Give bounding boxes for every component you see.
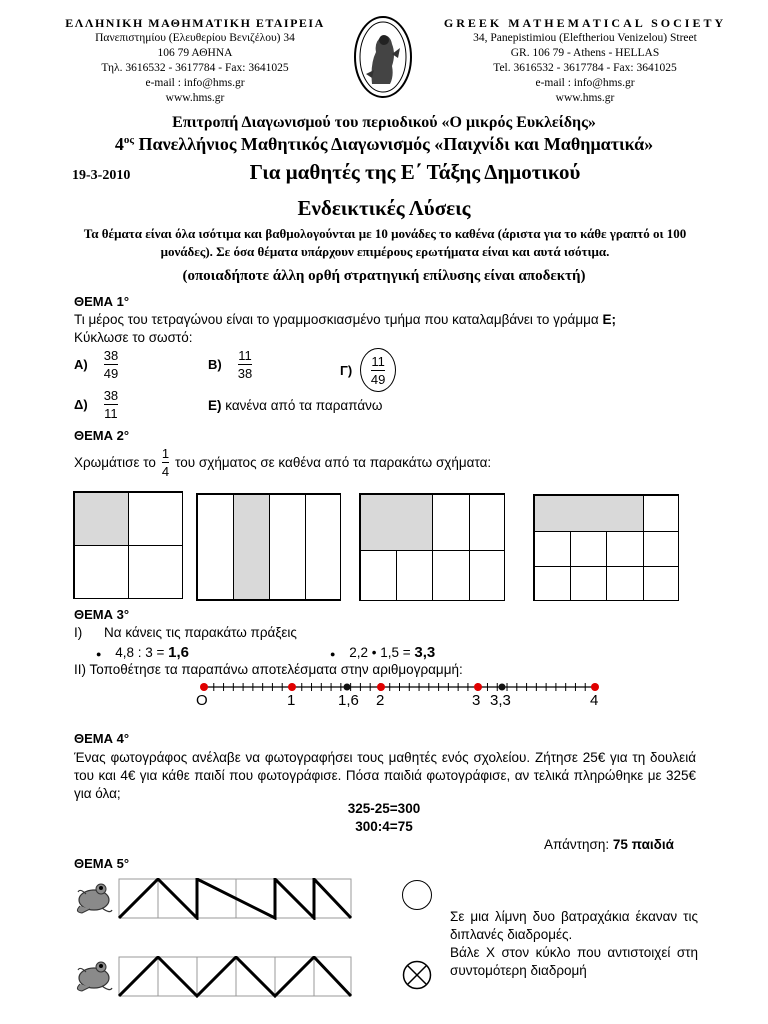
option-c-label: Γ) <box>340 362 353 378</box>
answer-circle-2-marked[interactable] <box>402 960 432 990</box>
point-zero <box>200 683 208 691</box>
option-b-den: 38 <box>237 366 253 381</box>
contest-title <box>0 134 768 155</box>
strategy-note: (οποιαδήποτε άλλη ορθή στρατηγική επίλυσης είναι αποδεκτή) <box>182 268 586 284</box>
grid-cell <box>606 566 644 601</box>
date: 19-3-2010 <box>72 168 131 183</box>
q2-title: ΘΕΜΑ 2° <box>74 428 130 443</box>
grid-cell <box>643 495 679 532</box>
society-name-gr: ΕΛΛΗΝΙΚΗ ΜΑΘΗΜΑΤΙΚΗ ΕΤΑΙΡΕΙΑ <box>65 16 325 30</box>
shape-4-strips <box>196 493 341 601</box>
answer-circle-1[interactable] <box>402 880 432 910</box>
option-a-den: 49 <box>103 366 119 381</box>
frog-path-1 <box>118 878 358 920</box>
q4-answer <box>544 837 674 852</box>
q4-calc2: 300:4=75 <box>355 819 413 834</box>
address-line-2-en: GR. 106 79 - Athens - HELLAS <box>510 47 660 59</box>
option-b-label: Β) <box>208 357 222 372</box>
label-three: 3 <box>472 692 481 709</box>
q5-text-2: Βάλε Χ στον κύκλο που αντιστοιχεί στη συντομότερη διαδρομή <box>450 945 698 978</box>
q4-text: Ένας φωτογράφος ανέλαβε να φωτογραφήσει τους μαθητές ενός σχολείου. Ζήτησε 25€ για τη δουλειά του και 4€ για κάθε παιδί που φωτογράφισε. Πόσα παιδιά φωτογράφισε, αν τελικά πληρώθηκε με 325€ για όλα; <box>74 750 696 801</box>
frog-icon <box>72 878 114 916</box>
q3-title: ΘΕΜΑ 3° <box>74 607 130 622</box>
label-one: 1 <box>287 692 296 709</box>
q5-title: ΘΕΜΑ 5° <box>74 856 130 871</box>
grid-cell <box>396 550 433 601</box>
address-line-1-en: 34, Panepistimiou (Eleftheriou Venizelou) Street <box>473 32 697 44</box>
option-d-den: 11 <box>104 406 118 421</box>
option-c-den: 49 <box>370 371 386 387</box>
q3-calc1-answer: 1,6 <box>168 644 189 661</box>
q1-option-e <box>208 398 382 413</box>
q2-text-after: του σχήματος σε καθένα από τα παρακάτω σχήματα: <box>175 455 492 470</box>
shaded-cell <box>74 492 129 546</box>
option-a-label: Α) <box>74 357 88 372</box>
q3-calc2-expr: 2,2 • 1,5 = <box>349 645 411 660</box>
option-d-fraction <box>104 388 118 421</box>
contest-number-suffix: ος <box>123 134 135 146</box>
q2-text <box>74 446 491 479</box>
q1-option-a <box>74 348 118 381</box>
society-logo <box>352 14 414 100</box>
point-1-6 <box>344 684 351 691</box>
q1-question: Τι μέρος του τετραγώνου είναι το γραμμοσκιασμένο τμήμα που καταλαμβάνει το γράμμα <box>74 312 599 327</box>
q2-fraction <box>162 446 169 479</box>
label-zero: Ο <box>196 692 208 709</box>
grid-cell <box>74 545 129 599</box>
email-line: e-mail : info@hms.gr <box>145 77 245 89</box>
frog-path-2 <box>118 956 358 998</box>
contest-number: 4 <box>114 134 124 154</box>
option-b-num: 11 <box>238 348 252 363</box>
q4-calc1: 325-25=300 <box>347 801 421 816</box>
email-line-en: e-mail : info@hms.gr <box>535 77 635 89</box>
address-line-1: Πανεπιστημίου (Ελευθερίου Βενιζέλου) 34 <box>95 32 295 44</box>
solutions-title: Ενδεικτικές Λύσεις <box>297 196 471 220</box>
q5-text <box>450 908 698 980</box>
phone-line-en: Tel. 3616532 - 3617784 - Fax: 3641025 <box>493 62 677 74</box>
q1-option-c <box>340 348 396 392</box>
grid-cell <box>570 531 607 567</box>
shape-12-cells <box>533 494 679 601</box>
point-two <box>377 683 385 691</box>
grid-cell <box>305 494 341 600</box>
frog-icon <box>72 956 114 994</box>
phone-line: Τηλ. 3616532 - 3617784 - Fax: 3641025 <box>101 62 289 74</box>
bullet-icon: ● <box>330 649 336 659</box>
address-line-2: 106 79 ΑΘΗΝΑ <box>157 47 233 59</box>
shaded-cell <box>233 494 270 600</box>
label-two: 2 <box>376 692 385 709</box>
web-line-en: www.hms.gr <box>555 92 615 104</box>
grid-cell <box>643 566 679 601</box>
header-right <box>440 16 730 106</box>
option-c-fraction <box>371 354 385 387</box>
q3-calc1 <box>96 644 189 661</box>
grid-cell <box>432 550 470 601</box>
point-3-3 <box>499 684 506 691</box>
option-d-num: 38 <box>103 388 119 403</box>
option-a-fraction <box>104 348 118 381</box>
q3-part1-text: Να κάνεις τις παρακάτω πράξεις <box>104 625 297 640</box>
q5-text-1: Σε μια λίμνη δυο βατραχάκια έκαναν τις διπλανές διαδρομές. <box>450 909 698 942</box>
shape-2x2 <box>73 491 183 599</box>
bullet-icon: ● <box>96 649 102 659</box>
q3-part2: ΙΙ) Τοποθέτησε τα παραπάνω αποτελέσματα στην αριθμογραμμή: <box>74 662 463 677</box>
q2-frac-den: 4 <box>161 464 170 479</box>
shape-mixed-6 <box>359 493 505 601</box>
number-line-labels <box>190 692 620 712</box>
contest-name: Πανελλήνιος Μαθητικός Διαγωνισμός «Παιχνίδι και Μαθηματικά» <box>138 134 654 154</box>
q4-answer-label: Απάντηση: <box>544 837 610 852</box>
option-c-circle <box>360 348 396 392</box>
web-line: www.hms.gr <box>165 92 225 104</box>
q3-calc2 <box>330 644 435 661</box>
q3-calc2-answer: 3,3 <box>414 644 436 661</box>
grid-cell <box>534 531 571 567</box>
grid-cell <box>432 494 470 551</box>
committee-title: Επιτροπή Διαγωνισμού του περιοδικού «Ο μικρός Ευκλείδης» <box>172 114 596 131</box>
q1-option-d <box>74 388 118 421</box>
option-c-num: 11 <box>371 353 385 369</box>
shaded-cell <box>360 494 433 551</box>
label-1-6: 1,6 <box>338 692 359 709</box>
point-four <box>591 683 599 691</box>
q4-answer-value: 75 παιδιά <box>612 837 674 852</box>
shaded-cell <box>534 495 644 532</box>
grading-note: Τα θέματα είναι όλα ισότιμα και βαθμολογούνται με 10 μονάδες το καθένα (άριστα για το κάθε γραπτό οι 100 μονάδες). Σε όσα θέματα υπάρχουν επιμέρους ερωτήματα είναι και αυτά ισότιμα. <box>83 226 687 259</box>
society-name-en: GREEK MATHEMATICAL SOCIETY <box>443 16 727 30</box>
grid-cell <box>469 494 505 551</box>
q4-title: ΘΕΜΑ 4° <box>74 731 130 746</box>
q2-frac-num: 1 <box>161 446 170 461</box>
x-mark-icon <box>402 960 432 990</box>
grid-cell <box>197 494 234 600</box>
q3-calc1-expr: 4,8 : 3 = <box>115 645 165 660</box>
q1-instruction: Κύκλωσε το σωστό: <box>74 330 193 345</box>
option-b-fraction <box>238 348 252 381</box>
grid-cell <box>643 531 679 567</box>
option-e-label: Ε) <box>208 398 222 413</box>
grid-cell <box>360 550 397 601</box>
option-e-text: κανένα από τα παραπάνω <box>225 398 383 413</box>
grid-cell <box>128 492 183 546</box>
header-left <box>50 16 340 106</box>
label-3-3: 3,3 <box>490 692 511 709</box>
q1-text <box>74 312 714 327</box>
q2-text-before: Χρωμάτισε το <box>74 455 156 470</box>
q3-part1-label: Ι) <box>74 625 83 640</box>
option-d-label: Δ) <box>74 397 88 412</box>
grade-title: Για μαθητές της Ε΄ Τάξης Δημοτικού <box>249 160 581 184</box>
grid-cell <box>570 566 607 601</box>
point-three <box>474 683 482 691</box>
grid-cell <box>534 566 571 601</box>
q1-title: ΘΕΜΑ 1° <box>74 294 130 309</box>
grid-cell <box>269 494 306 600</box>
q3-part1 <box>74 625 297 640</box>
grid-cell <box>128 545 183 599</box>
q1-letter: Ε; <box>602 312 616 327</box>
option-a-num: 38 <box>103 348 119 363</box>
q1-option-b <box>208 348 252 381</box>
point-one <box>288 683 296 691</box>
label-four: 4 <box>590 692 599 709</box>
grid-cell <box>469 550 505 601</box>
grid-cell <box>606 531 644 567</box>
